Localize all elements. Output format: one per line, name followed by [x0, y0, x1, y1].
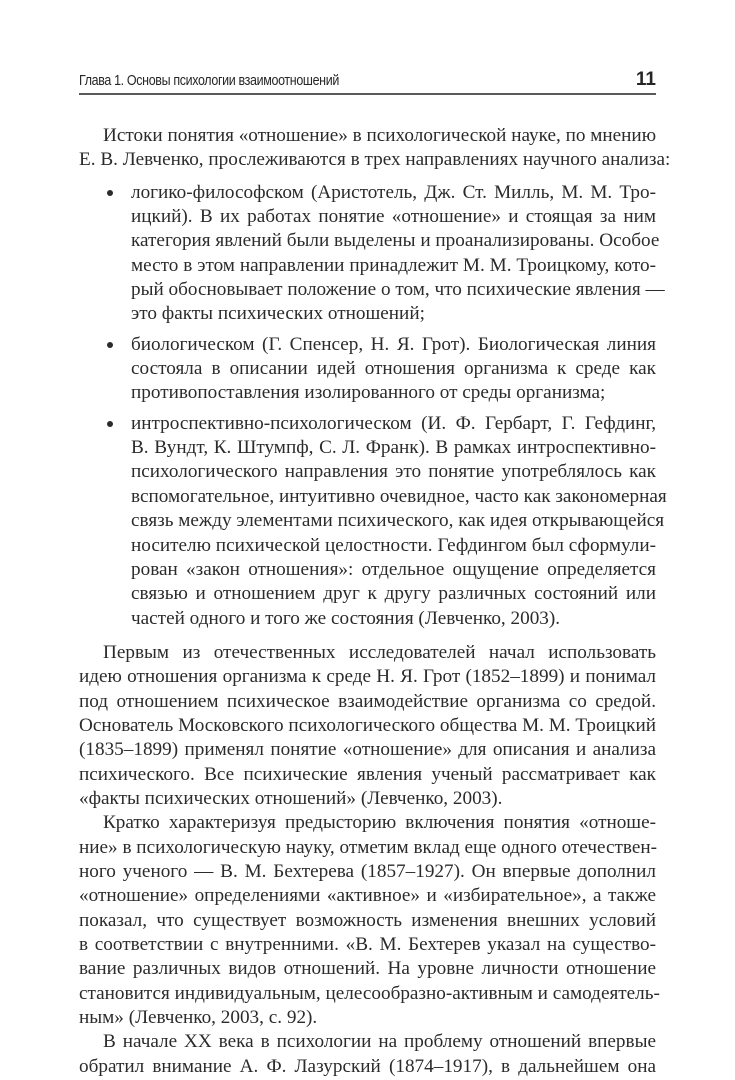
- text-line: рован «закон отношения»: отдельное ощущение определяется: [131, 558, 656, 580]
- bullet-list: [79, 181, 667, 631]
- text-line: ние» в психологическую науку, отметим вклад еще одного отечествен-: [79, 836, 658, 858]
- text-line: становится индивидуальным, целесообразно-активным и самодеятель-: [79, 982, 660, 1004]
- text-line: Первым из отечественных исследователей начал использовать: [103, 641, 656, 663]
- bullet-item-biological: [79, 333, 656, 406]
- paragraph-lazursky: [79, 1030, 656, 1079]
- running-head: [79, 71, 656, 93]
- bullet-icon: [107, 421, 113, 427]
- text-line: «отношение» определениями «активное» и «избирательное», а также: [79, 885, 656, 907]
- text-line: интроспективно-психологическом (И. Ф. Гербарт, Г. Гефдинг,: [131, 412, 656, 434]
- text-line: идею отношения организма к среде Н. Я. Грот (1852–1899) и понимал: [79, 666, 656, 688]
- text-line: рый обосновывает положение о том, что психические явления —: [131, 279, 665, 301]
- bullet-icon: [107, 342, 113, 348]
- paragraph-grot: [79, 641, 656, 811]
- text-line: противопоставления изолированного от среды организма;: [131, 382, 606, 404]
- bullet-item-logico-philosophical: [79, 181, 665, 327]
- text-line: обратил внимание А. Ф. Лазурский (1874–1917), в дальнейшем она: [79, 1055, 656, 1077]
- text-line: логико-философском (Аристотель, Дж. Ст. Милль, М. М. Тро-: [131, 181, 656, 203]
- text-line: ного ученого — В. М. Бехтерева (1857–1927). Он впервые дополнил: [79, 860, 656, 882]
- text-line: связь между элементами психического, как идея открывающейся: [131, 510, 665, 532]
- text-line: вание различных видов отношений. На уровне личности отношение: [79, 958, 656, 980]
- text-line: под отношением психическое взаимодействие организма со средой.: [79, 690, 656, 712]
- text-line: показал, что существует возможность изменения внешних условий: [79, 909, 656, 931]
- text-line: частей одного и того же состояния (Левченко, 2003).: [131, 607, 561, 629]
- text-line: это факты психических отношений;: [131, 303, 425, 325]
- bullet-icon: [107, 190, 113, 196]
- text-line: в соответствии с внутренними. «В. М. Бехтерев указал на существо-: [79, 934, 656, 955]
- text-line: (1835–1899) применял понятие «отношение» для описания и анализа: [79, 739, 656, 761]
- text-line: ным» (Левченко, 2003, с. 92).: [79, 1007, 318, 1029]
- text-line: Кратко характеризуя предысторию включения понятия «отноше-: [103, 812, 656, 834]
- intro-paragraph: [79, 124, 671, 173]
- chapter-title: Глава 1. Основы психологии взаимоотношений: [79, 73, 339, 89]
- text-line: категория явлений были выделены и проанализированы. Особое: [131, 230, 660, 252]
- text-line: психического. Все психические явления ученый рассматривает как: [79, 763, 656, 785]
- text-line: связью и отношением друг к другу различных состояний или: [131, 583, 656, 605]
- text-line: состояла в описании идей отношения организма к среде как: [131, 358, 656, 380]
- bullet-item-introspective: [79, 412, 667, 631]
- page-number: 11: [635, 69, 656, 90]
- text-line: вспомогательное, интуитивно очевидное, часто как закономерная: [131, 485, 667, 507]
- paragraph-bekhterev: [79, 811, 660, 1030]
- text-line: психологического направления это понятие употреблялось как: [131, 461, 656, 483]
- text-line: В начале XX века в психологии на проблему отношений впервые: [103, 1031, 656, 1053]
- text-line: В. Вундт, К. Штумпф, С. Л. Франк). В рамках интроспективно-: [131, 437, 656, 459]
- text-line: Истоки понятия «отношение» в психологической науке, по мнению: [103, 125, 657, 146]
- header-rule: [79, 93, 656, 95]
- text-line: место в этом направлении принадлежит М. М. Троицкому, кото-: [131, 254, 656, 276]
- text-line: ицкий). В их работах понятие «отношение» и стоящая за ним: [131, 206, 656, 228]
- text-line: биологическом (Г. Спенсер, Н. Я. Грот). Биологическая линия: [131, 333, 656, 355]
- text-line: Основатель Московского психологического общества М. М. Троицкий: [79, 714, 656, 736]
- body-text: [79, 124, 671, 1079]
- text-line: носителю психической целостности. Гефдингом был сформули-: [131, 534, 656, 556]
- text-line: «факты психических отношений» (Левченко, 2003).: [79, 787, 503, 809]
- text-line: Е. В. Левченко, прослеживаются в трех направлениях научного анализа:: [79, 149, 671, 171]
